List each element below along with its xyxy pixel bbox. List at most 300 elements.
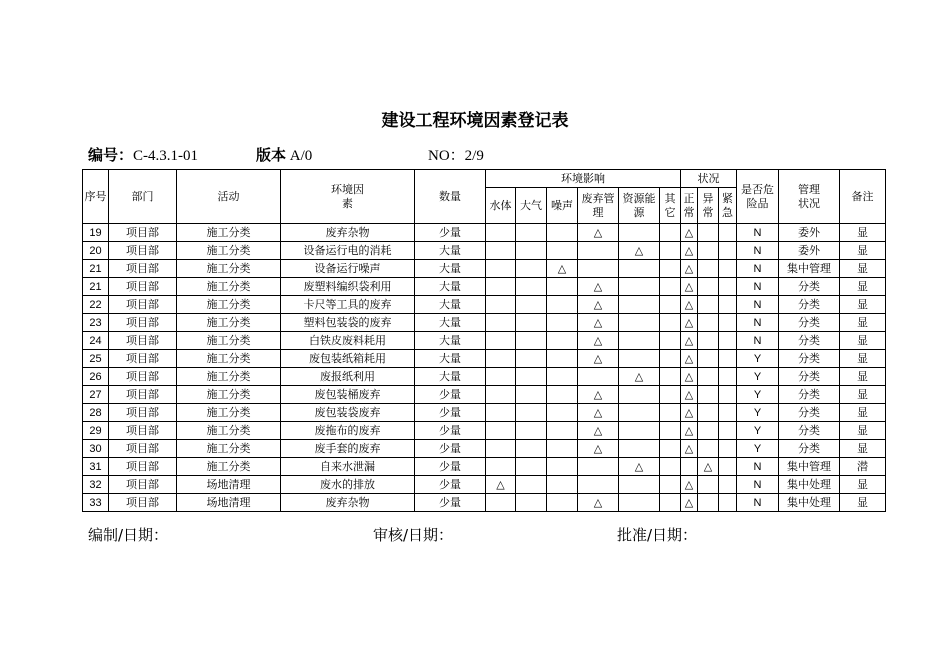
row-impact-mark bbox=[547, 404, 578, 422]
row-impact-mark bbox=[547, 296, 578, 314]
row-note: 显 bbox=[840, 332, 886, 350]
header-status-group: 状况 bbox=[681, 170, 737, 188]
row-impact-mark: △ bbox=[486, 476, 516, 494]
document-no bbox=[428, 144, 484, 165]
header-impact-resource: 资源能源 bbox=[619, 188, 660, 224]
code-label: 编号： bbox=[88, 146, 134, 164]
row-quantity: 大量 bbox=[415, 296, 486, 314]
row-status-mark bbox=[698, 350, 719, 368]
row-danger: N bbox=[737, 476, 779, 494]
row-danger: Y bbox=[737, 440, 779, 458]
row-impact-mark: △ bbox=[578, 224, 619, 242]
row-impact-mark bbox=[516, 386, 547, 404]
row-activity: 场地清理 bbox=[177, 494, 281, 512]
row-impact-mark: △ bbox=[619, 368, 660, 386]
row-impact-mark bbox=[619, 494, 660, 512]
row-impact-mark bbox=[619, 278, 660, 296]
table-row bbox=[83, 440, 886, 458]
row-danger: Y bbox=[737, 350, 779, 368]
row-dept: 项目部 bbox=[109, 404, 177, 422]
row-impact-mark bbox=[547, 368, 578, 386]
row-status-mark bbox=[698, 278, 719, 296]
row-seq: 19 bbox=[83, 224, 109, 242]
row-note: 显 bbox=[840, 260, 886, 278]
row-status-mark bbox=[698, 224, 719, 242]
row-factor: 废弃杂物 bbox=[281, 494, 415, 512]
row-impact-mark bbox=[547, 278, 578, 296]
row-status-mark bbox=[719, 368, 737, 386]
row-dept: 项目部 bbox=[109, 440, 177, 458]
row-impact-mark bbox=[660, 278, 681, 296]
row-status-mark bbox=[719, 296, 737, 314]
row-impact-mark bbox=[547, 440, 578, 458]
row-impact-mark bbox=[516, 458, 547, 476]
row-impact-mark bbox=[486, 260, 516, 278]
row-note: 潜 bbox=[840, 458, 886, 476]
header-factor: 环境因素 bbox=[281, 170, 415, 224]
row-seq: 23 bbox=[83, 314, 109, 332]
row-status-mark bbox=[698, 260, 719, 278]
row-seq: 24 bbox=[83, 332, 109, 350]
row-impact-mark bbox=[547, 314, 578, 332]
row-mgmt: 分类 bbox=[779, 386, 840, 404]
row-status-mark: △ bbox=[681, 260, 698, 278]
row-quantity: 大量 bbox=[415, 242, 486, 260]
row-factor: 设备运行电的消耗 bbox=[281, 242, 415, 260]
row-status-mark: △ bbox=[681, 350, 698, 368]
row-dept: 项目部 bbox=[109, 260, 177, 278]
row-activity: 场地清理 bbox=[177, 476, 281, 494]
row-mgmt: 分类 bbox=[779, 296, 840, 314]
row-status-mark bbox=[719, 494, 737, 512]
row-impact-mark bbox=[578, 242, 619, 260]
row-activity: 施工分类 bbox=[177, 332, 281, 350]
row-danger: N bbox=[737, 332, 779, 350]
row-seq: 25 bbox=[83, 350, 109, 368]
row-impact-mark bbox=[619, 332, 660, 350]
row-status-mark: △ bbox=[698, 458, 719, 476]
row-mgmt: 委外 bbox=[779, 224, 840, 242]
row-seq: 21 bbox=[83, 278, 109, 296]
row-impact-mark bbox=[516, 404, 547, 422]
header-note: 备注 bbox=[840, 170, 886, 224]
header-danger: 是否危险品 bbox=[737, 170, 779, 224]
row-status-mark bbox=[719, 440, 737, 458]
row-impact-mark bbox=[619, 422, 660, 440]
row-impact-mark bbox=[660, 386, 681, 404]
row-danger: N bbox=[737, 260, 779, 278]
row-factor: 设备运行噪声 bbox=[281, 260, 415, 278]
row-status-mark bbox=[719, 386, 737, 404]
row-impact-mark bbox=[516, 350, 547, 368]
row-impact-mark bbox=[516, 476, 547, 494]
row-status-mark bbox=[719, 404, 737, 422]
row-danger: Y bbox=[737, 422, 779, 440]
row-impact-mark bbox=[660, 260, 681, 278]
row-impact-mark: △ bbox=[578, 350, 619, 368]
row-note: 显 bbox=[840, 494, 886, 512]
row-impact-mark bbox=[547, 224, 578, 242]
row-status-mark: △ bbox=[681, 476, 698, 494]
row-status-mark bbox=[698, 422, 719, 440]
table-row bbox=[83, 278, 886, 296]
row-impact-mark bbox=[486, 224, 516, 242]
row-status-mark bbox=[698, 332, 719, 350]
row-impact-mark bbox=[660, 476, 681, 494]
row-factor: 塑料包装袋的废弃 bbox=[281, 314, 415, 332]
table-row bbox=[83, 242, 886, 260]
row-impact-mark bbox=[486, 440, 516, 458]
row-mgmt: 集中管理 bbox=[779, 458, 840, 476]
table-row bbox=[83, 350, 886, 368]
row-dept: 项目部 bbox=[109, 314, 177, 332]
row-status-mark: △ bbox=[681, 422, 698, 440]
row-status-mark: △ bbox=[681, 314, 698, 332]
row-dept: 项目部 bbox=[109, 458, 177, 476]
header-status-emergency: 紧急 bbox=[719, 188, 737, 224]
row-status-mark: △ bbox=[681, 368, 698, 386]
row-impact-mark: △ bbox=[578, 296, 619, 314]
row-mgmt: 集中管理 bbox=[779, 260, 840, 278]
row-impact-mark bbox=[516, 440, 547, 458]
row-impact-mark bbox=[486, 314, 516, 332]
row-impact-mark bbox=[516, 422, 547, 440]
row-status-mark: △ bbox=[681, 404, 698, 422]
row-seq: 30 bbox=[83, 440, 109, 458]
row-activity: 施工分类 bbox=[177, 314, 281, 332]
row-dept: 项目部 bbox=[109, 332, 177, 350]
row-impact-mark: △ bbox=[578, 440, 619, 458]
row-note: 显 bbox=[840, 404, 886, 422]
row-status-mark bbox=[719, 278, 737, 296]
row-note: 显 bbox=[840, 440, 886, 458]
row-mgmt: 分类 bbox=[779, 422, 840, 440]
header-impact-other: 其它 bbox=[660, 188, 681, 224]
row-seq: 26 bbox=[83, 368, 109, 386]
row-impact-mark: △ bbox=[578, 386, 619, 404]
row-impact-mark bbox=[486, 350, 516, 368]
header-impact-group: 环境影响 bbox=[486, 170, 681, 188]
row-status-mark: △ bbox=[681, 440, 698, 458]
row-activity: 施工分类 bbox=[177, 242, 281, 260]
row-dept: 项目部 bbox=[109, 476, 177, 494]
row-activity: 施工分类 bbox=[177, 422, 281, 440]
row-dept: 项目部 bbox=[109, 494, 177, 512]
row-activity: 施工分类 bbox=[177, 260, 281, 278]
row-note: 显 bbox=[840, 278, 886, 296]
row-impact-mark bbox=[619, 440, 660, 458]
row-note: 显 bbox=[840, 296, 886, 314]
row-status-mark bbox=[698, 494, 719, 512]
row-impact-mark bbox=[547, 242, 578, 260]
row-impact-mark bbox=[578, 458, 619, 476]
row-impact-mark: △ bbox=[547, 260, 578, 278]
version-label: 版本 bbox=[256, 146, 287, 164]
row-quantity: 少量 bbox=[415, 440, 486, 458]
row-impact-mark: △ bbox=[578, 404, 619, 422]
row-activity: 施工分类 bbox=[177, 368, 281, 386]
row-seq: 31 bbox=[83, 458, 109, 476]
row-danger: N bbox=[737, 242, 779, 260]
row-quantity: 大量 bbox=[415, 314, 486, 332]
row-status-mark bbox=[719, 458, 737, 476]
row-impact-mark bbox=[547, 332, 578, 350]
row-mgmt: 分类 bbox=[779, 314, 840, 332]
row-status-mark bbox=[681, 458, 698, 476]
row-impact-mark bbox=[660, 314, 681, 332]
row-factor: 废包装纸箱耗用 bbox=[281, 350, 415, 368]
row-status-mark bbox=[698, 368, 719, 386]
row-danger: N bbox=[737, 224, 779, 242]
row-seq: 21 bbox=[83, 260, 109, 278]
header-impact-air: 大气 bbox=[516, 188, 547, 224]
row-dept: 项目部 bbox=[109, 296, 177, 314]
row-status-mark: △ bbox=[681, 278, 698, 296]
row-status-mark bbox=[719, 350, 737, 368]
row-factor: 废手套的废弃 bbox=[281, 440, 415, 458]
row-status-mark bbox=[719, 224, 737, 242]
row-seq: 28 bbox=[83, 404, 109, 422]
table-row bbox=[83, 386, 886, 404]
row-mgmt: 集中处理 bbox=[779, 476, 840, 494]
row-activity: 施工分类 bbox=[177, 278, 281, 296]
row-danger: Y bbox=[737, 386, 779, 404]
row-factor: 废弃杂物 bbox=[281, 224, 415, 242]
row-impact-mark bbox=[619, 350, 660, 368]
row-note: 显 bbox=[840, 314, 886, 332]
row-quantity: 少量 bbox=[415, 458, 486, 476]
row-impact-mark: △ bbox=[578, 422, 619, 440]
row-status-mark bbox=[698, 476, 719, 494]
row-danger: N bbox=[737, 458, 779, 476]
header-status-normal: 正常 bbox=[681, 188, 698, 224]
row-impact-mark bbox=[660, 458, 681, 476]
row-impact-mark bbox=[578, 368, 619, 386]
row-impact-mark bbox=[486, 332, 516, 350]
row-seq: 20 bbox=[83, 242, 109, 260]
row-factor: 废水的排放 bbox=[281, 476, 415, 494]
row-status-mark: △ bbox=[681, 332, 698, 350]
header-quantity: 数量 bbox=[415, 170, 486, 224]
row-impact-mark bbox=[516, 260, 547, 278]
row-note: 显 bbox=[840, 476, 886, 494]
row-status-mark bbox=[698, 314, 719, 332]
row-impact-mark bbox=[578, 260, 619, 278]
table-row bbox=[83, 458, 886, 476]
table-row bbox=[83, 296, 886, 314]
row-danger: Y bbox=[737, 368, 779, 386]
row-impact-mark bbox=[516, 332, 547, 350]
row-activity: 施工分类 bbox=[177, 440, 281, 458]
table-row bbox=[83, 368, 886, 386]
table-body bbox=[83, 224, 886, 512]
row-factor: 废塑料编织袋利用 bbox=[281, 278, 415, 296]
code-value: C-4.3.1-01 bbox=[133, 148, 199, 164]
row-quantity: 少量 bbox=[415, 386, 486, 404]
table-row bbox=[83, 494, 886, 512]
version-value: A/0 bbox=[286, 148, 313, 164]
row-impact-mark: △ bbox=[578, 314, 619, 332]
row-impact-mark bbox=[619, 476, 660, 494]
row-danger: Y bbox=[737, 404, 779, 422]
row-impact-mark bbox=[547, 494, 578, 512]
environment-factor-table bbox=[82, 169, 886, 512]
row-seq: 27 bbox=[83, 386, 109, 404]
row-impact-mark bbox=[660, 332, 681, 350]
row-factor: 卡尺等工具的废弃 bbox=[281, 296, 415, 314]
row-status-mark: △ bbox=[681, 494, 698, 512]
row-impact-mark bbox=[516, 296, 547, 314]
row-impact-mark bbox=[619, 296, 660, 314]
row-danger: N bbox=[737, 278, 779, 296]
row-dept: 项目部 bbox=[109, 350, 177, 368]
row-impact-mark: △ bbox=[578, 278, 619, 296]
row-mgmt: 分类 bbox=[779, 404, 840, 422]
row-dept: 项目部 bbox=[109, 422, 177, 440]
row-impact-mark bbox=[486, 494, 516, 512]
row-impact-mark: △ bbox=[578, 494, 619, 512]
row-factor: 废包装桶废弃 bbox=[281, 386, 415, 404]
row-status-mark bbox=[719, 314, 737, 332]
row-status-mark bbox=[698, 242, 719, 260]
header-activity: 活动 bbox=[177, 170, 281, 224]
document-version bbox=[256, 144, 312, 165]
row-impact-mark bbox=[619, 224, 660, 242]
row-status-mark: △ bbox=[681, 242, 698, 260]
row-quantity: 大量 bbox=[415, 332, 486, 350]
row-dept: 项目部 bbox=[109, 386, 177, 404]
row-impact-mark bbox=[619, 260, 660, 278]
row-impact-mark bbox=[660, 296, 681, 314]
row-impact-mark bbox=[486, 278, 516, 296]
row-quantity: 少量 bbox=[415, 404, 486, 422]
footer-prepared: 编制/日期： bbox=[88, 526, 169, 544]
row-mgmt: 分类 bbox=[779, 368, 840, 386]
table-row bbox=[83, 404, 886, 422]
row-quantity: 少量 bbox=[415, 494, 486, 512]
row-impact-mark bbox=[660, 368, 681, 386]
row-impact-mark bbox=[660, 440, 681, 458]
header-impact-noise: 噪声 bbox=[547, 188, 578, 224]
row-activity: 施工分类 bbox=[177, 296, 281, 314]
row-dept: 项目部 bbox=[109, 278, 177, 296]
row-status-mark bbox=[698, 296, 719, 314]
row-status-mark bbox=[719, 476, 737, 494]
row-impact-mark bbox=[486, 422, 516, 440]
row-mgmt: 分类 bbox=[779, 440, 840, 458]
row-note: 显 bbox=[840, 422, 886, 440]
header-status-abnormal: 异常 bbox=[698, 188, 719, 224]
row-note: 显 bbox=[840, 242, 886, 260]
header-impact-waste: 废弃管理 bbox=[578, 188, 619, 224]
row-status-mark bbox=[698, 386, 719, 404]
row-activity: 施工分类 bbox=[177, 386, 281, 404]
row-danger: N bbox=[737, 494, 779, 512]
header-mgmt: 管理状况 bbox=[779, 170, 840, 224]
row-note: 显 bbox=[840, 386, 886, 404]
row-note: 显 bbox=[840, 224, 886, 242]
row-impact-mark bbox=[547, 458, 578, 476]
row-seq: 29 bbox=[83, 422, 109, 440]
row-impact-mark: △ bbox=[578, 332, 619, 350]
row-factor: 废报纸利用 bbox=[281, 368, 415, 386]
table-row bbox=[83, 224, 886, 242]
row-status-mark bbox=[719, 242, 737, 260]
row-danger: N bbox=[737, 314, 779, 332]
row-impact-mark bbox=[660, 224, 681, 242]
row-status-mark bbox=[719, 332, 737, 350]
row-impact-mark bbox=[486, 386, 516, 404]
row-impact-mark bbox=[619, 314, 660, 332]
table-row bbox=[83, 476, 886, 494]
footer-approved: 批准/日期： bbox=[617, 526, 698, 544]
footer-reviewed: 审核/日期： bbox=[373, 526, 454, 544]
row-impact-mark bbox=[486, 368, 516, 386]
header-impact-water: 水体 bbox=[486, 188, 516, 224]
row-quantity: 大量 bbox=[415, 278, 486, 296]
row-quantity: 少量 bbox=[415, 422, 486, 440]
row-factor: 白铁皮废料耗用 bbox=[281, 332, 415, 350]
row-impact-mark bbox=[578, 476, 619, 494]
row-seq: 33 bbox=[83, 494, 109, 512]
row-impact-mark bbox=[486, 458, 516, 476]
row-impact-mark bbox=[486, 404, 516, 422]
row-activity: 施工分类 bbox=[177, 224, 281, 242]
row-impact-mark bbox=[547, 476, 578, 494]
table-row bbox=[83, 260, 886, 278]
row-impact-mark bbox=[660, 422, 681, 440]
row-impact-mark bbox=[660, 242, 681, 260]
row-impact-mark bbox=[486, 296, 516, 314]
row-factor: 废拖布的废弃 bbox=[281, 422, 415, 440]
row-impact-mark bbox=[619, 386, 660, 404]
row-status-mark: △ bbox=[681, 386, 698, 404]
row-activity: 施工分类 bbox=[177, 350, 281, 368]
row-impact-mark bbox=[516, 494, 547, 512]
row-activity: 施工分类 bbox=[177, 404, 281, 422]
row-impact-mark bbox=[547, 350, 578, 368]
row-impact-mark bbox=[547, 386, 578, 404]
row-seq: 32 bbox=[83, 476, 109, 494]
table-row bbox=[83, 332, 886, 350]
row-status-mark: △ bbox=[681, 296, 698, 314]
row-impact-mark bbox=[660, 350, 681, 368]
row-note: 显 bbox=[840, 368, 886, 386]
row-impact-mark bbox=[516, 278, 547, 296]
row-factor: 自来水泄漏 bbox=[281, 458, 415, 476]
row-dept: 项目部 bbox=[109, 224, 177, 242]
row-status-mark bbox=[698, 404, 719, 422]
no-label: NO： bbox=[428, 148, 465, 164]
row-quantity: 大量 bbox=[415, 368, 486, 386]
row-mgmt: 分类 bbox=[779, 332, 840, 350]
row-impact-mark bbox=[547, 422, 578, 440]
row-activity: 施工分类 bbox=[177, 458, 281, 476]
row-danger: N bbox=[737, 296, 779, 314]
row-status-mark bbox=[698, 440, 719, 458]
header-seq: 序号 bbox=[83, 170, 109, 224]
row-mgmt: 分类 bbox=[779, 278, 840, 296]
row-quantity: 少量 bbox=[415, 476, 486, 494]
row-quantity: 大量 bbox=[415, 260, 486, 278]
row-factor: 废包装袋废弃 bbox=[281, 404, 415, 422]
row-impact-mark bbox=[486, 242, 516, 260]
row-dept: 项目部 bbox=[109, 368, 177, 386]
row-status-mark: △ bbox=[681, 224, 698, 242]
row-mgmt: 集中处理 bbox=[779, 494, 840, 512]
header-dept: 部门 bbox=[109, 170, 177, 224]
row-dept: 项目部 bbox=[109, 242, 177, 260]
